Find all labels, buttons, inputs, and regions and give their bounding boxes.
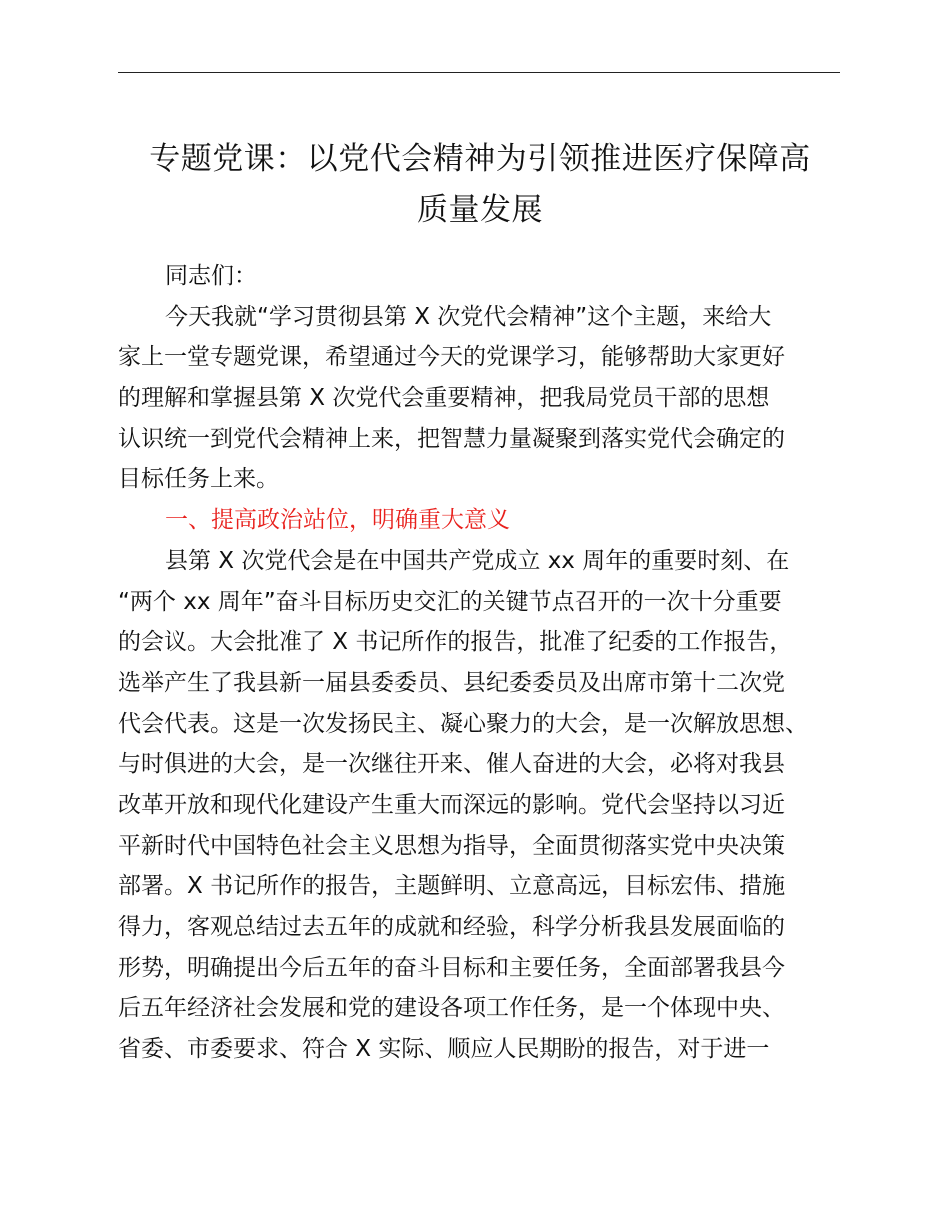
paragraph-line: 选举产生了我县新一届县委委员、县纪委委员及出席市第十二次党 bbox=[118, 669, 785, 696]
paragraph-line: 认识统一到党代会精神上来，把智慧力量凝聚到落实党代会确定的 bbox=[118, 425, 785, 452]
paragraph-line: 的理解和掌握县第 X 次党代会重要精神，把我局党员干部的思想 bbox=[118, 385, 770, 412]
paragraph-line: 形势，明确提出今后五年的奋斗目标和主要任务，全面部署我县今 bbox=[118, 954, 785, 981]
document-body bbox=[118, 256, 858, 1070]
paragraph-line: 家上一堂专题党课，希望通过今天的党课学习，能够帮助大家更好 bbox=[118, 344, 785, 371]
paragraph-line: 的会议。大会批准了 X 书记所作的报告，批准了纪委的工作报告， bbox=[118, 629, 793, 656]
paragraph-line: 目标任务上来。 bbox=[118, 466, 279, 493]
section-heading: 一、提高政治站位，明确重大意义 bbox=[165, 507, 510, 534]
document-title bbox=[110, 134, 850, 236]
paragraph-line: “两个 xx 周年”奋斗目标历史交汇的关键节点召开的一次十分重要 bbox=[118, 588, 782, 615]
salutation: 同志们： bbox=[165, 263, 257, 289]
paragraph-line: 县第 X 次党代会是在中国共产党成立 xx 周年的重要时刻、在 bbox=[165, 547, 790, 574]
title-line-2: 质量发展 bbox=[417, 192, 543, 228]
paragraph-line: 得力，客观总结过去五年的成就和经验，科学分析我县发展面临的 bbox=[118, 914, 785, 940]
paragraph-line: 与时俱进的大会，是一次继往开来、催人奋进的大会，必将对我县 bbox=[118, 751, 785, 778]
header-rule bbox=[118, 72, 840, 73]
paragraph-line: 后五年经济社会发展和党的建设各项工作任务，是一个体现中央、 bbox=[118, 995, 785, 1022]
paragraph-line: 代会代表。这是一次发扬民主、凝心聚力的大会，是一次解放思想、 bbox=[118, 710, 808, 737]
paragraph-line: 省委、市委要求、符合 X 实际、顺应人民期盼的报告，对于进一 bbox=[118, 1036, 770, 1063]
paragraph-line: 改革开放和现代化建设产生重大而深远的影响。党代会坚持以习近 bbox=[118, 791, 785, 818]
title-line-1: 专题党课：以党代会精神为引领推进医疗保障高 bbox=[149, 141, 811, 177]
paragraph-line: 今天我就“学习贯彻县第 X 次党代会精神”这个主题，来给大 bbox=[165, 303, 772, 330]
paragraph-line: 平新时代中国特色社会主义思想为指导，全面贯彻落实党中央决策 bbox=[118, 832, 785, 859]
paragraph-line: 部署。X 书记所作的报告，主题鲜明、立意高远，目标宏伟、措施 bbox=[118, 873, 786, 900]
